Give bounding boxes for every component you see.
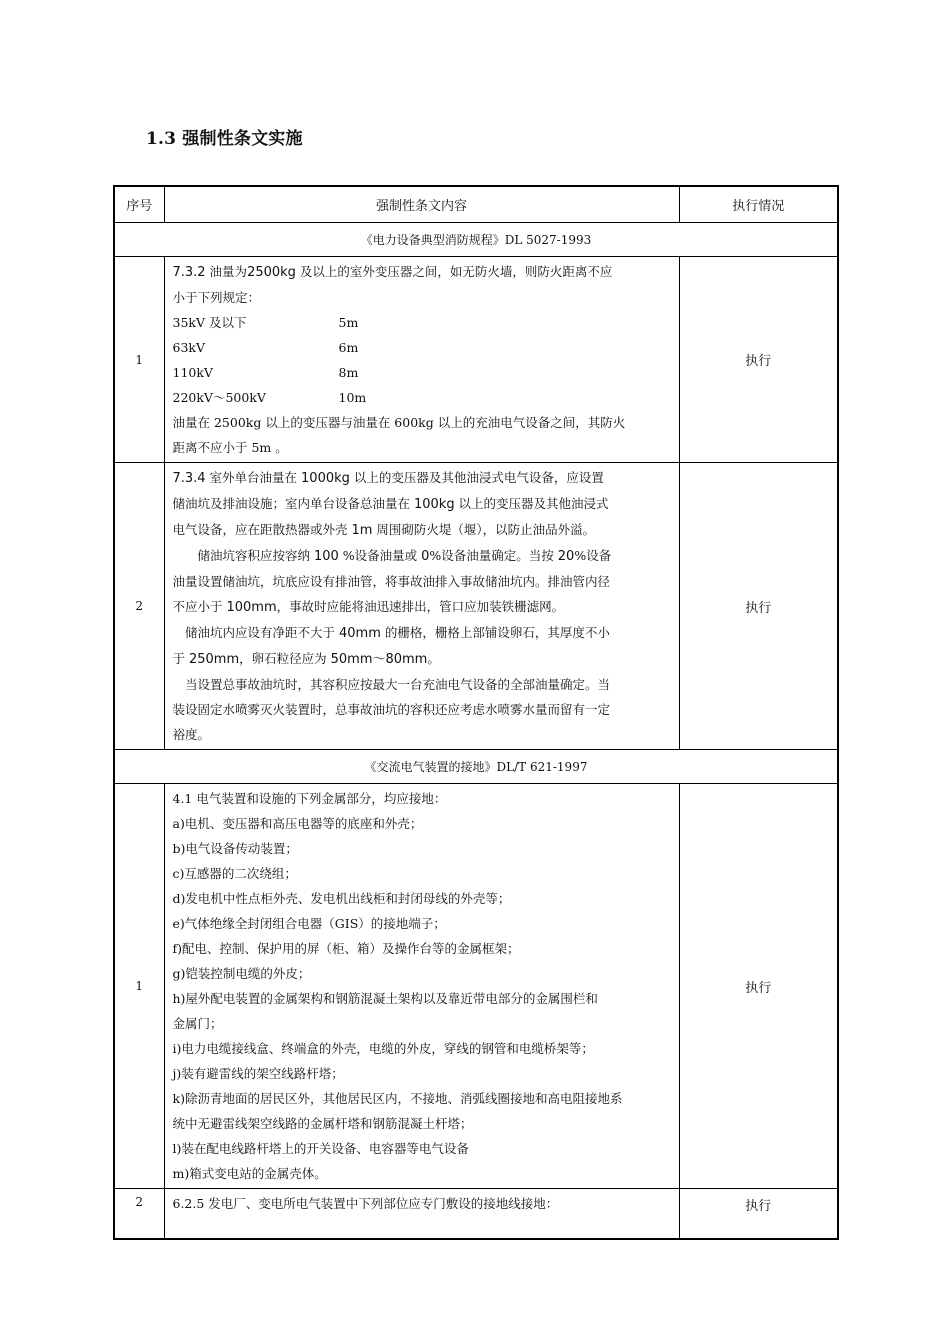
header-no: 序号 [114, 186, 164, 223]
text-line: 距离不应小于 5m 。 [172, 440, 288, 455]
section-row [114, 750, 838, 784]
distance-item [173, 385, 672, 410]
text-fragment: 储油坑及排油设施；室内单台设备总油量在 [172, 496, 414, 511]
text-line: 金属门； [172, 1016, 223, 1031]
distance-item [173, 310, 672, 335]
text-fragment: 油量为 [205, 264, 248, 279]
text-line: b)电气设备传动装置； [172, 841, 298, 856]
text-line: g)铠装控制电缆的外皮； [172, 966, 311, 981]
text-line: f)配电、控制、保护用的屏（柜、箱）及操作台等的金属框架； [172, 941, 520, 956]
text-fragment: 250mm [188, 652, 240, 667]
text-line: 4.1 电气装置和设施的下列金属部分，均应接地： [172, 791, 447, 806]
text-line: l)装在配电线路杆塔上的开关设备、电容器等电气设备 [172, 1141, 469, 1156]
text-fragment: 1000kg [301, 471, 350, 486]
text-line: a)电机、变压器和高压电器等的底座和外壳； [172, 816, 423, 831]
row-number: 2 [114, 463, 164, 750]
text-line: 油量在 2500kg 以上的变压器与油量在 600kg 以上的充油电气设备之间，其防火 [172, 415, 626, 430]
voltage-label: 35kV 及以下 [172, 315, 247, 330]
text-fragment: 的栅格，栅格上部铺设卵石，其厚度不小 [380, 625, 610, 640]
section-title: 《交流电气装置的接地》DL/T 621-1997 [114, 750, 838, 784]
text-fragment: 100mm [226, 600, 277, 615]
text-fragment: 40mm [338, 626, 381, 641]
text-fragment: 及以上的室外变压器之间，如无防火墙，则防火距离不应 [295, 264, 613, 279]
text-line: 裕度。 [172, 727, 211, 742]
text-fragment: 以上的变压器及其他油浸式电气设备，应设置 [349, 470, 604, 485]
mandatory-provisions-table [113, 185, 839, 1240]
text-fragment: 0 [421, 549, 430, 564]
status-cell: 执行 [679, 463, 838, 750]
text-fragment: %设备 [574, 548, 612, 563]
text-fragment: ，卵石粒径应为 [239, 651, 331, 666]
text-fragment: 电气设备，应在距散热器或外壳 [172, 522, 352, 537]
text-fragment: 储油坑内应设有净距不大于 [185, 625, 339, 640]
text-line: 统中无避雷线架空线路的金属杆塔和钢筋混凝土杆塔； [172, 1116, 473, 1131]
status-cell: 执行 [679, 257, 838, 463]
text-line: m)箱式变电站的金属壳体。 [172, 1166, 327, 1181]
status-cell: 执行 [679, 784, 838, 1189]
row-content [164, 1189, 679, 1239]
row-number: 1 [114, 784, 164, 1189]
text-line: 6.2.5 发电厂、变电所电气装置中下列部位应专门敷设的接地线接地： [172, 1196, 559, 1211]
text-line: 当设置总事故油坑时，其容积应按最大一台充油电气设备的全部油量确定。当 [185, 677, 611, 692]
text-fragment: 周围砌防火堤（堰），以防止油品外溢。 [372, 522, 596, 537]
row-content [164, 784, 679, 1189]
header-content: 强制性条文内容 [164, 186, 679, 223]
text-line: d)发电机中性点柜外壳、发电机出线柜和封闭母线的外壳等； [172, 891, 511, 906]
distance-value: 8m [338, 365, 359, 380]
distance-value: 5m [338, 315, 359, 330]
text-fragment: 100kg [413, 497, 455, 512]
clause-number: 7.3.2 [172, 265, 206, 280]
voltage-label: 110kV [172, 365, 213, 380]
distance-item [173, 335, 672, 360]
row-content [164, 257, 679, 463]
text-fragment: 。 [427, 651, 440, 666]
row-content [164, 463, 679, 750]
text-line: 小于下列规定： [172, 290, 261, 305]
section-title: 《电力设备典型消防规程》DL 5027-1993 [114, 223, 838, 257]
header-status: 执行情况 [679, 186, 838, 223]
text-fragment: 1m [351, 523, 373, 538]
text-fragment: 室外单台油量在 [205, 470, 302, 485]
text-line: i)电力电缆接线盒、终端盒的外壳，电缆的外皮，穿线的钢管和电缆桥架等； [172, 1041, 594, 1056]
section-row [114, 223, 838, 257]
table-header-row [114, 186, 838, 223]
text-fragment: 储油坑容积应按容纳 [197, 548, 314, 563]
section-heading: 1.3 强制性条文实施 [146, 129, 303, 149]
table-row [114, 257, 838, 463]
text-fragment: %设备油量或 [338, 548, 422, 563]
distance-item [173, 360, 672, 385]
text-fragment: %设备油量确定。当按 [429, 548, 558, 563]
voltage-label: 220kV～500kV [172, 390, 266, 405]
table-row [114, 1189, 838, 1239]
text-fragment: 于 [172, 651, 189, 666]
voltage-label: 63kV [172, 340, 206, 355]
row-number: 2 [114, 1189, 164, 1239]
text-fragment: 100 [313, 549, 339, 564]
text-line: h)屋外配电装置的金属架构和钢筋混凝土架构以及靠近带电部分的金属围栏和 [172, 991, 598, 1006]
row-number: 1 [114, 257, 164, 463]
table-row [114, 784, 838, 1189]
table-row [114, 463, 838, 750]
text-fragment: 不应小于 [172, 599, 227, 614]
status-cell: 执行 [679, 1189, 838, 1239]
text-fragment: 以上的变压器及其他油浸式 [454, 496, 609, 511]
text-fragment: 50mm～80mm [330, 652, 428, 667]
clause-number: 7.3.4 [172, 471, 206, 486]
distance-value: 10m [338, 390, 367, 405]
text-line: j)装有避雷线的架空线路杆塔； [172, 1066, 344, 1081]
text-fragment: 2500kg [247, 265, 296, 280]
distance-value: 6m [338, 340, 359, 355]
text-line: 油量设置储油坑，坑底应设有排油管，将事故油排入事故储油坑内。排油管内径 [172, 574, 611, 589]
text-fragment: ，事故时应能将油迅速排出，管口应加装铁栅滤网。 [276, 599, 565, 614]
text-line: e)气体绝缘全封闭组合电器（GIS）的接地端子； [172, 916, 446, 931]
text-line: k)除沥青地面的居民区外，其他居民区内，不接地、消弧线圈接地和高电阻接地系 [172, 1091, 623, 1106]
text-fragment: 20 [557, 549, 575, 564]
text-line: 装设固定水喷雾灭火装置时，总事故油坑的容积还应考虑水喷雾水量而留有一定 [172, 702, 611, 717]
text-line: c)互感器的二次绕组； [172, 866, 297, 881]
